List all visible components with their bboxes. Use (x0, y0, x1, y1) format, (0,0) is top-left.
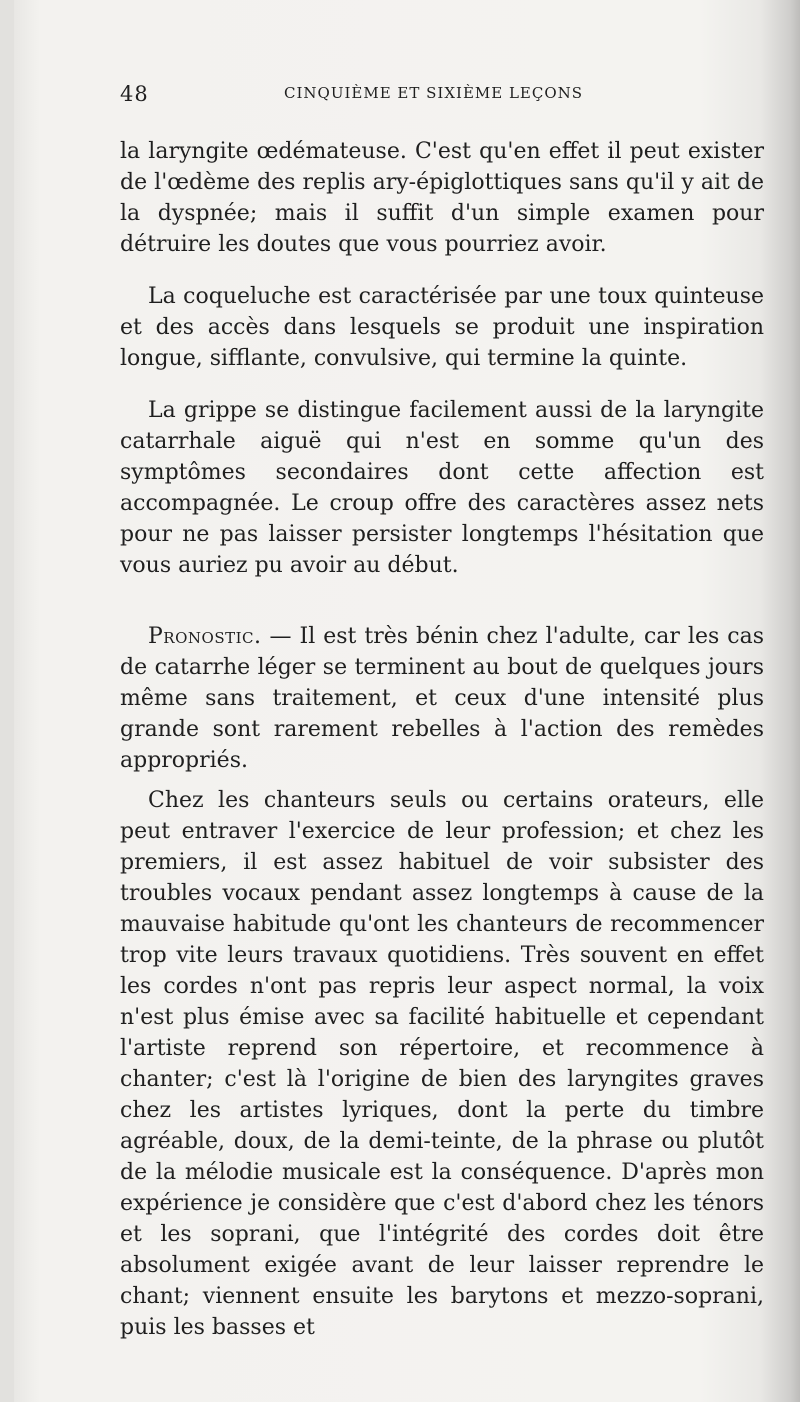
page-edge-shadow (0, 0, 14, 1402)
paragraph-chanteurs (120, 785, 764, 1343)
paragraph-continuation (120, 136, 764, 260)
paragraph-coqueluche (120, 281, 764, 374)
page-header (118, 80, 758, 110)
paragraph-text: — Il est très bénin chez l'adulte, car les cas de catarrhe léger se terminent au bout de quelques jours même sans traitement, et ceux d'une intensité plus grande sont rarement rebelles à l'action des remèdes appropriés. (120, 624, 764, 773)
paragraph-grippe (120, 395, 764, 581)
paragraph-pronostic (120, 621, 764, 776)
page-number: 48 (120, 82, 149, 106)
paragraph-text: Chez les chanteurs seuls ou certains orateurs, elle peut entraver l'exercice de leur profession; et chez les premiers, il est assez habituel de voir subsister des troubles vocaux pendant assez longtemps à cause de la mauvaise habitude qu'ont les chanteurs de recommencer trop vite leurs travaux quotidiens. Très souvent en effet les cordes n'ont pas repris leur aspect normal, la voix n'est plus émise avec sa facilité habituelle et cependant l'artiste reprend son répertoire, et recommence à chanter; c'est là l'origine de bien des laryngites graves chez les artistes lyriques, dont la perte du timbre agréable, doux, de la demi-teinte, de la phrase ou plutôt de la mélodie musicale est la conséquence. D'après mon expérience je considère que c'est d'abord chez les ténors et les soprani, que l'intégrité des cordes doit être absolument exigée avant de leur laisser reprendre le chant; viennent ensuite les barytons et mezzo-soprani, puis les basses et (120, 788, 764, 1340)
section-label: Pronostic. (148, 624, 262, 649)
paragraph-text: La coqueluche est caractérisée par une toux quinteuse et des accès dans lesquels se produit une inspiration longue, sifflante, convulsive, qui termine la quinte. (120, 284, 764, 371)
paragraph-text: La grippe se distingue facilement aussi de la laryngite catarrhale aiguë qui n'est en somme qu'un des symptômes secondaires dont cette affection est accompagnée. Le croup offre des caractères assez nets pour ne pas laisser persister longtemps l'hésitation que vous auriez pu avoir au début. (120, 398, 764, 578)
body-text (120, 136, 764, 1343)
running-head: CINQUIÈME ET SIXIÈME LEÇONS (284, 84, 584, 102)
paragraph-text: la laryngite œdémateuse. C'est qu'en effet il peut exister de l'œdème des replis ary-épiglottiques sans qu'il y ait de la dyspnée; mais il suffit d'un simple examen pour détruire les doutes que vous pourriez avoir. (120, 139, 764, 257)
